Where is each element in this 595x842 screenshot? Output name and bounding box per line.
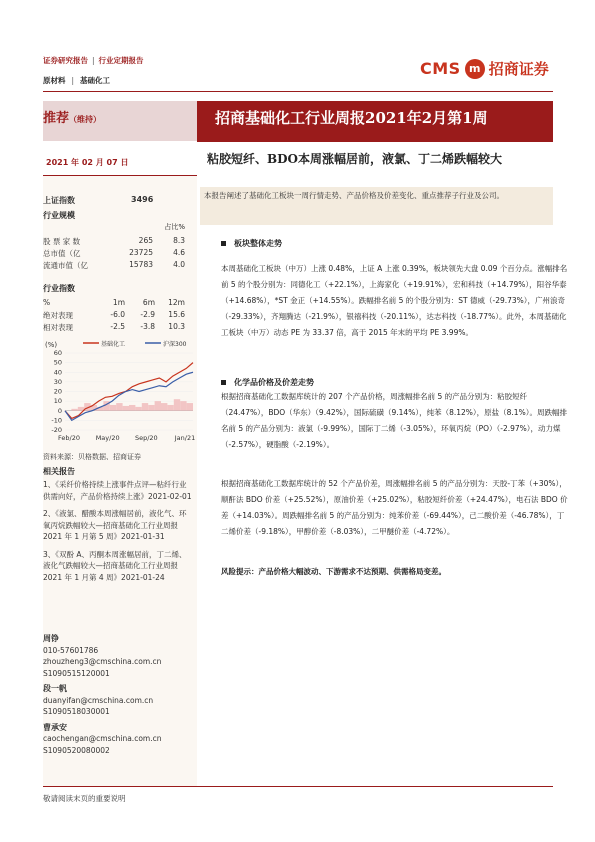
scale-row-label: 股 票 家 数 — [43, 237, 81, 246]
scale-row-label: 流通市值（亿 — [43, 261, 88, 270]
section-paragraph: 根据招商基础化工数据库统计的 52 个产品价差，周涨幅排名前 5 的产品分别为：天胶-丁苯（+30%），顺酐法 BDO 价差（+25.52%），原油价差（+25.02%），粘胶短纤价差（+24.47%），电石法 BDO 价差（+14.03%）。周跌幅排名前 5 的产品分别为：纯苯价差（-69.44%），己二酸价差（-46.78%），丁二烯价差（-9.18%），甲醇价差（-8.03%），二甲醚价差（-4.72%）。 — [221, 479, 568, 536]
sector-breadcrumb: 原材料 | 基础化工 — [43, 76, 111, 85]
perf-table — [43, 298, 185, 334]
index-value: 3496 — [131, 195, 154, 204]
scale-title: 行业规模 — [43, 211, 75, 220]
legend-label-series-0: 基础化工 — [101, 341, 126, 348]
related-report-item[interactable]: 2、《液氯、醋酸本周涨幅居前，液化气、环氧丙烷跌幅较大—招商基础化工行业周报 2021 年 1 月第 5 周》2021-01-31 — [43, 509, 187, 541]
y-tick-label: 40 — [53, 368, 62, 377]
perf-row-12m: 15.6 — [168, 310, 185, 319]
scale-row — [43, 260, 185, 272]
performance-chart — [43, 338, 197, 450]
analyst-email[interactable]: duanyifan@cmschina.com.cn — [43, 695, 154, 705]
y-tick-label: -20 — [51, 426, 62, 434]
area-bar — [129, 405, 135, 411]
y-tick-label: 10 — [53, 397, 62, 406]
report-category-label: 行业定期报告 — [98, 56, 144, 65]
area-bar — [110, 405, 116, 411]
area-bar — [161, 403, 167, 411]
x-tick-label: Sep/20 — [134, 434, 158, 442]
perf-row — [43, 310, 185, 322]
y-tick-label: 60 — [53, 349, 62, 357]
analyst-name: 段一帆 — [43, 684, 67, 693]
sector-group-label: 原材料 — [43, 76, 66, 85]
analyst-list — [43, 633, 193, 756]
related-report-item[interactable]: 3、《双酚 A、丙酮本周涨幅居前，丁二烯、液化气跌幅较大—招商基础化工行业周报 2021 年 1 月第 4 周》2021-01-24 — [43, 549, 187, 582]
index-row — [43, 195, 185, 206]
section-heading-board — [221, 238, 282, 249]
y-tick-label: 50 — [53, 358, 62, 367]
area-bar — [135, 407, 141, 411]
square-bullet-icon — [221, 241, 226, 246]
perf-header-cell: 6m — [142, 298, 155, 307]
analyst-license: S1090515120001 — [43, 668, 110, 678]
area-bar — [180, 401, 186, 411]
area-bar — [123, 406, 129, 411]
report-title: 招商基础化工行业周报2021年2月第1周 — [215, 109, 488, 127]
perf-row-6m: -3.8 — [140, 322, 155, 331]
related-title: 相关报告 — [43, 467, 75, 476]
footer-divider — [43, 786, 553, 787]
area-bar — [155, 401, 161, 411]
area-bar — [187, 403, 193, 411]
x-tick-label: Feb/20 — [58, 434, 80, 442]
chart-axes — [51, 349, 195, 442]
related-report-item[interactable]: 1、《采纤价格持续上涨事件点评—粘纤行业供需向好，产品价格持续上涨》2021-02-01 — [43, 480, 192, 501]
index-label: 上证指数 — [43, 196, 75, 205]
analyst-email[interactable]: zhouzheng3@cmschina.com.cn — [43, 657, 162, 666]
analyst-name: 周铮 — [43, 634, 59, 643]
company-logo — [420, 58, 549, 79]
perf-row-1m: -2.5 — [110, 322, 125, 331]
analyst-phone: 010-57601786 — [43, 645, 99, 655]
risk-note: 风险提示：产品价格大幅波动、下游需求不达预期、供需格局变差。 — [221, 567, 446, 576]
analyst-card — [43, 683, 193, 718]
scale-row — [43, 236, 185, 248]
section-heading-text: 化学品价格及价差走势 — [234, 378, 314, 387]
title-underline — [197, 141, 553, 142]
section-heading-prices — [221, 377, 314, 388]
report-type: 证券研究报告 | 行业定期报告 — [43, 56, 144, 65]
analyst-name: 曹承安 — [43, 722, 67, 732]
perf-header-cell: % — [43, 298, 51, 307]
chart-source: 资料来源：贝格数据、招商证券 — [43, 453, 141, 461]
area-bar — [142, 403, 148, 411]
logo-mark-icon: m — [465, 59, 485, 79]
perf-row-label: 相对表现 — [43, 323, 73, 332]
series-line-1 — [65, 372, 193, 420]
sidebar-divider — [43, 175, 197, 176]
perf-title: 行业指数 — [43, 284, 75, 293]
sector-label: 基础化工 — [80, 76, 111, 85]
rating-label: 推荐 — [43, 111, 70, 126]
area-bar — [148, 405, 154, 411]
perf-header-row — [43, 298, 185, 310]
y-tick-label: 20 — [53, 387, 62, 396]
scale-row-pct: 4.0 — [173, 260, 185, 269]
scale-table — [43, 236, 185, 272]
header-divider — [43, 91, 553, 92]
area-bar — [174, 399, 180, 411]
perf-row-12m: 10.3 — [168, 322, 185, 331]
x-tick-label: May/20 — [95, 434, 120, 442]
scale-row-pct: 8.3 — [173, 236, 185, 245]
report-subtitle: 粘胶短纤、BDO本周涨幅居前，液氯、丁二烯跌幅较大 — [207, 152, 503, 166]
x-tick-label: Jan/21 — [174, 434, 196, 442]
perf-row-label: 绝对表现 — [43, 311, 73, 320]
summary-box: 本报告阐述了基础化工板块一周行情走势、产品价格及价差变化、重点推荐子行业及公司。 — [200, 187, 553, 225]
area-bar — [116, 403, 122, 411]
section-paragraph: 根据招商基础化工数据库统计的 207 个产品价格，周涨幅排名前 5 的产品分别为：粘胶短纤（24.47%），BDO（华东）（9.42%），国际硫磺（9.14%），纯苯（8.12%），原盐（8.1%）。周跌幅排名前 5 的产品分别为：液氯（-9.99%），国际丁二烯（-3.05%），环氧丙烷（PO）（-2.97%），动力煤（-2.57%），硬脂酸（-2.19%）。 — [221, 392, 567, 449]
legend-label-series-1: 沪深300 — [163, 341, 187, 348]
report-type-label: 证券研究报告 — [43, 56, 88, 65]
y-tick-label: -10 — [51, 416, 62, 425]
section-heading-text: 板块整体走势 — [234, 239, 282, 248]
scale-row — [43, 248, 185, 260]
perf-header-cell: 12m — [168, 298, 185, 307]
scale-unit: 占比% — [164, 223, 185, 231]
scale-row-value: 15783 — [129, 260, 153, 269]
footer-note: 敬请阅读末页的重要说明 — [43, 794, 126, 803]
rating — [43, 107, 101, 126]
scale-row-value: 265 — [138, 236, 153, 245]
related-list — [43, 479, 193, 583]
analyst-card — [43, 633, 193, 679]
perf-row-6m: -2.9 — [140, 310, 155, 319]
analyst-license: S1090520080002 — [43, 745, 110, 755]
area-bar — [71, 409, 77, 411]
analyst-license: S1090518030001 — [43, 707, 110, 716]
analyst-email[interactable]: caochengan@cmschina.com.cn — [43, 734, 162, 743]
scale-row-label: 总市值（亿 — [43, 249, 81, 258]
y-tick-label: 30 — [53, 377, 62, 386]
area-bar — [167, 405, 173, 411]
scale-row-value: 23725 — [129, 248, 153, 257]
section-paragraph: 本周基础化工板块（中万）上涨 0.48%，上证 A 上涨 0.39%，板块领先大盘 0.09 个百分点。涨幅排名前 5 的个股分别为：同德化工（+22.1%），上海家化（+19.91%），宏和科技（+14.79%），阳谷华泰（+14.68%），*ST 金正（+14.55%）。跌幅排名前 5 的个股分别为：ST 德威（-29.73%），广州浪奇（-29.33%），齐翔腾达（-21.9%），银禧科技（-20.11%），达志科技（-18.77%）。此外，本周基础化工板块（中万）动态 PE 为 33.37 倍，高于 2015 年末的平均 PE 3.99%。 — [221, 264, 568, 337]
rating-note: （维持） — [69, 114, 102, 124]
chart-ylabel: (%) — [45, 341, 58, 349]
logo-latin: CMS — [420, 59, 461, 78]
y-tick-label: 0 — [57, 406, 62, 415]
perf-row — [43, 322, 185, 334]
square-bullet-icon — [221, 380, 226, 385]
report-date: 2021 年 02 月 07 日 — [46, 158, 129, 167]
analyst-card — [43, 722, 193, 757]
scale-row-pct: 4.6 — [173, 248, 185, 257]
logo-cn: 招商证券 — [488, 60, 549, 78]
perf-row-1m: -6.0 — [110, 310, 125, 319]
perf-header-cell: 1m — [112, 298, 125, 307]
